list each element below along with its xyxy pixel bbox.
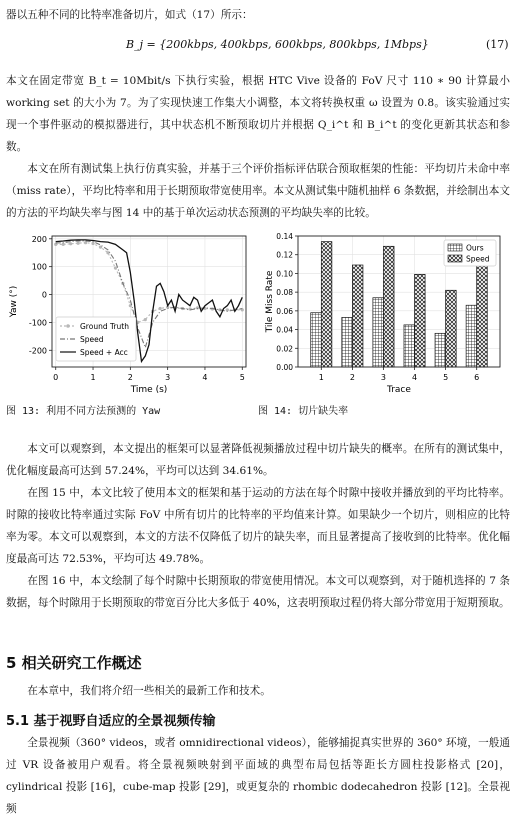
bar-ours-trace-4 [404,325,415,367]
paragraph-eval: 本文在所有测试集上执行仿真实验，并基于三个评价指标评估联合预取框架的性能：平均切片未命中率（miss rate），平均比特率和用于长期预取带宽使用率。本文从测试集中随机抽样 6 条数据，并绘制出本文的方法的平均缺失率与图 14 中的基于单次运动状态预测的平均缺失率的比较。 [6,163,510,219]
series-point-ground-truth [91,242,94,245]
legend-marker [66,324,70,328]
y-tick-label: 0.10 [276,269,293,279]
x-tick-label: 5 [443,373,449,382]
bar-ours-trace-3 [373,298,384,367]
x-tick-label: 2 [349,373,355,382]
series-point-ground-truth [144,318,147,321]
figure-13-yaw-chart [6,230,256,395]
bar-ours-trace-6 [466,305,477,367]
equation-17-number: (17) [486,38,509,51]
series-point-ground-truth [69,242,72,245]
y-tick-label: 200 [31,234,47,244]
x-axis-label: Time (s) [130,385,168,395]
paragraph-intro: 器以五种不同的比特率准备切片，如式（17）所示： [6,9,253,21]
equation-17-body: B_j = {200kbps, 400kbps, 600kbps, 800kbps, 1Mbps} [126,38,429,51]
y-tick-label: 0.06 [276,306,293,316]
series-point-ground-truth [159,307,162,310]
figure-14-miss-rate-chart [264,230,506,395]
x-tick-label: 2 [127,373,133,382]
legend-label: Speed [80,335,104,344]
bar-speed-trace-6 [477,263,488,367]
bar-speed-trace-4 [415,274,426,367]
x-tick-label: 1 [90,373,96,382]
legend-label: Speed + Acc [80,348,128,357]
section-5-1-heading: 5.1 基于视野自适应的全景视频传输 [6,714,216,729]
legend-swatch [448,255,462,262]
legend-swatch [448,244,462,251]
x-tick-label: 4 [411,373,418,382]
legend-label: Ours [466,243,484,253]
y-axis-label: Yaw (°) [9,285,19,318]
paragraph-fig16: 在图 16 中，本文绘制了每个时隙中长期预取的带宽使用情况。本文可以观察到，对于随机选择的 7 条数据，每个时隙用于长期预取的带宽百分比大多低于 40%，这表明预取过程仍将大部分带宽用于短期预取。 [6,575,510,609]
paragraph-360-video: 全景视频（360° videos，或者 omnidirectional videos），能够捕捉真实世界的 360° 环境，一般通过 VR 设备被用户观看。将全景视频映射到平面域的典型布局包括等距长方圆柱投影格式 [20]，cylindrical 投影 [16]，cube-map 投影 [29]，或更复杂的 rhombic dodecahedron 投影 [12]。全景视频 [6,737,510,815]
series-point-ground-truth [77,242,80,245]
y-tick-label: 0.14 [276,232,293,241]
series-point-ground-truth [106,251,109,254]
bar-ours-trace-5 [435,333,446,367]
x-tick-label: 5 [239,373,245,382]
bar-speed-trace-5 [446,290,457,367]
y-tick-label: 0.00 [276,363,293,372]
x-tick-label: 1 [318,373,324,382]
x-tick-label: 6 [474,373,480,382]
y-tick-label: 0.02 [276,344,293,354]
paragraph-setup: 本文在固定带宽 B_t = 10Mbit/s 下执行实验，根据 HTC Vive 设备的 FoV 尺寸 110 ∗ 90 计算最小 working set 的大小为 7。为了实现快速工作集大小调整，本文将转换权重 ω 设置为 0.8。该实验通过实现一个事件驱动的模拟器进行，其中状态机不断预取切片并根据 Q_i^t 和 B_i^t 的变化更新其状态和参数。 [6,75,510,153]
series-point-ground-truth [114,266,117,269]
y-tick-label: 0.08 [276,288,293,298]
bar-speed-trace-2 [352,265,363,367]
paragraph-fig15: 在图 15 中，本文比较了使用本文的框架和基于运动的方法在每个时隙中接收并播放到的平均比特率。时隙的接收比特率通过实际 FoV 中所有切片的比特率的平均值来计算。如果缺少一个切片，则相应的比特率为零。本文可以观察到，本文的方法不仅降低了切片的缺失率，而且显著提高了接收到的比特率。优化幅度最高可达 72.53%，平均可达 49.78%。 [6,487,510,565]
paragraph-results: 本文可以观察到，本文提出的框架可以显著降低视频播放过程中切片缺失的概率。在所有的测试集中，优化幅度最高可达到 57.24%，平均可以达到 34.61%。 [6,443,510,477]
bar-ours-trace-1 [311,313,322,367]
y-tick-label: 0.12 [276,250,293,260]
y-axis-label: Tile Miss Rate [265,270,275,333]
x-tick-label: 0 [53,373,59,382]
legend-label: Speed [466,254,490,264]
bar-ours-trace-2 [342,317,353,367]
x-tick-label: 4 [202,373,208,382]
bar-speed-trace-3 [383,246,394,367]
y-tick-label: 100 [31,262,47,272]
bar-speed-trace-1 [321,242,332,367]
section-5-heading: 5 相关研究工作概述 [6,654,142,672]
figure-13-caption: 图 13: 利用不同方法预测的 Yaw [6,406,161,417]
figure-14-caption: 图 14: 切片缺失率 [258,406,349,417]
y-tick-label: -100 [28,318,47,328]
series-line-ground-truth [56,243,243,323]
x-tick-label: 3 [165,373,171,382]
x-tick-label: 3 [380,373,387,382]
x-axis-label: Trace [387,385,411,395]
legend-label: Ground Truth [80,322,129,331]
y-tick-label: -200 [28,346,47,356]
paragraph-chapter-intro: 在本章中，我们将介绍一些相关的最新工作和技术。 [27,685,271,697]
y-tick-label: 0.04 [276,325,293,335]
y-tick-label: 0 [41,290,47,300]
